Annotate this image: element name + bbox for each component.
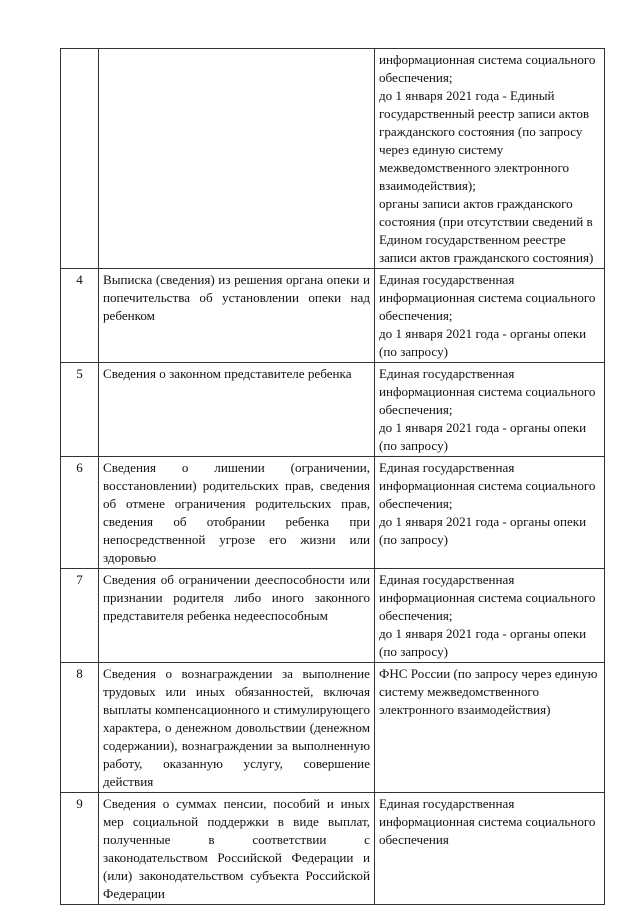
row-number-cell: 6 [61,457,99,569]
source-line: информационная система социального [379,52,596,67]
row-number-cell: 9 [61,793,99,905]
source-line: информационная система социального [379,814,596,829]
source-line: до 1 января 2021 года - органы опеки [379,420,587,435]
source-line: Единая государственная [379,366,515,381]
source-cell [375,49,605,269]
source-line: информационная система социального [379,384,596,399]
source-line: систему межведомственного [379,684,540,699]
source-line: (по запросу) [379,344,448,359]
source-line: (по запросу) [379,644,448,659]
row-number-cell: 4 [61,269,99,363]
source-cell [375,663,605,793]
source-line: обеспечения; [379,70,453,85]
row-number-cell: 7 [61,569,99,663]
source-line: ФНС России (по запросу через единую [379,666,598,681]
source-line: состояния (при отсутствии сведений в [379,214,593,229]
document-name-cell: Сведения о суммах пенсии, пособий и иных мер социальной поддержки в виде выплат, полученные в соответствии с законодательством Российской Федерации и (или) законодательством субъекта Российской Федерации [99,793,375,905]
source-line: информационная система социального [379,290,596,305]
source-line: обеспечения [379,832,449,847]
row-number-cell [61,49,99,269]
source-line: обеспечения; [379,402,453,417]
source-line: Единая государственная [379,796,515,811]
table-row [61,269,605,363]
document-name-cell: Сведения об ограничении дееспособности или признании родителя либо иного законного представителя ребенка недееспособным [99,569,375,663]
source-line: до 1 января 2021 года - органы опеки [379,514,587,529]
source-cell [375,269,605,363]
source-line: органы записи актов гражданского [379,196,573,211]
document-name-cell [99,49,375,269]
source-line: информационная система социального [379,590,596,605]
source-line: (по запросу) [379,532,448,547]
row-number-cell: 8 [61,663,99,793]
source-line: гражданского состояния (по запросу [379,124,583,139]
source-line: через единую систему [379,142,504,157]
source-cell [375,793,605,905]
source-line: Единая государственная [379,272,515,287]
document-name-cell: Сведения о лишении (ограничении, восстановлении) родительских прав, сведения об отмене ограничения родительских прав, сведения об отобрании ребенка при непосредственной угрозе его жизни или здоровью [99,457,375,569]
source-line: взаимодействия); [379,178,476,193]
table-row [61,569,605,663]
table-row [61,49,605,269]
row-number-cell: 5 [61,363,99,457]
source-cell [375,457,605,569]
source-line: государственный реестр записи актов [379,106,590,121]
source-line: до 1 января 2021 года - органы опеки [379,326,587,341]
source-line: обеспечения; [379,496,453,511]
documents-table-body [61,49,605,905]
document-name-cell: Сведения о вознаграждении за выполнение трудовых или иных обязанностей, включая выплаты компенсационного и стимулирующего характера, о денежном довольствии (денежном содержании), вознаграждении за выполненную работу, оказанную услугу, совершение действия [99,663,375,793]
source-line: межведомственного электронного [379,160,570,175]
source-line: Единая государственная [379,460,515,475]
source-line: до 1 января 2021 года - органы опеки [379,626,587,641]
source-line: обеспечения; [379,308,453,323]
source-line: до 1 января 2021 года - Единый [379,88,555,103]
table-row [61,793,605,905]
source-line: Единая государственная [379,572,515,587]
source-line: записи актов гражданского состояния) [379,250,594,265]
source-line: обеспечения; [379,608,453,623]
table-row [61,363,605,457]
source-cell [375,363,605,457]
source-line: информационная система социального [379,478,596,493]
table-row [61,457,605,569]
document-name-cell: Сведения о законном представителе ребенка [99,363,375,457]
source-line: электронного взаимодействия) [379,702,551,717]
source-line: Едином государственном реестре [379,232,566,247]
documents-table [60,48,605,905]
table-row [61,663,605,793]
document-name-cell: Выписка (сведения) из решения органа опеки и попечительства об установлении опеки над ребенком [99,269,375,363]
source-cell [375,569,605,663]
source-line: (по запросу) [379,438,448,453]
